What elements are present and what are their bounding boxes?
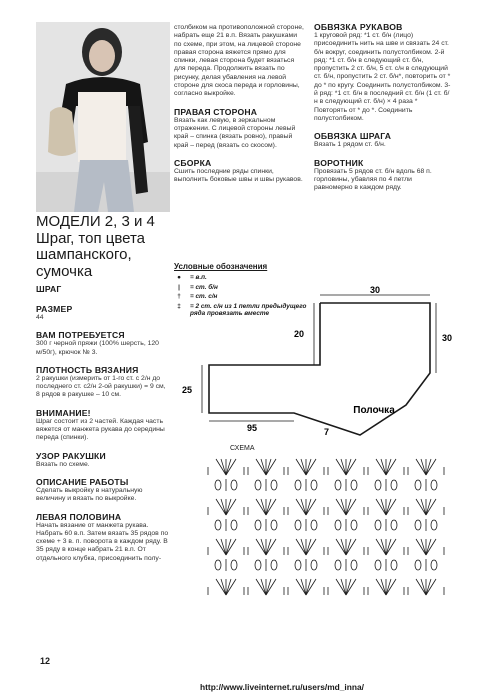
chart-stitch-fan bbox=[266, 499, 276, 515]
chart-stitch-fan bbox=[421, 459, 426, 475]
section-left-half bbox=[36, 512, 170, 563]
chart-stitch-fan bbox=[426, 499, 431, 515]
section-heading: ВАМ ПОТРЕБУЕТСЯ bbox=[36, 330, 125, 341]
chart-stitch-fan bbox=[426, 459, 436, 475]
chart-stitch-fan bbox=[301, 459, 306, 475]
continued-text: столбиком на противоположной стороне, набрать еще 21 в.п. Вязать ракушками по схеме, при этом, на лицевой стороне правая сторона вяжется прямо для спинки, левая сторона будет вязаться для переда. Продолжить вязать по рисунку, делая убавления на левой стороне для скоса переда и горловины, согласно выкройке. bbox=[174, 24, 304, 98]
chart-chain-loop bbox=[255, 480, 261, 490]
chart-stitch-fan bbox=[426, 539, 431, 555]
chart-stitch-fan bbox=[296, 579, 306, 595]
section-gauge bbox=[36, 365, 170, 400]
chart-stitch-fan bbox=[216, 579, 226, 595]
chart-stitch-fan bbox=[421, 539, 426, 555]
chart-stitch-fan bbox=[386, 579, 391, 595]
chart-chain-loop bbox=[215, 520, 221, 530]
chart-stitch-fan bbox=[346, 459, 351, 475]
chart-stitch-fan bbox=[306, 539, 316, 555]
chart-chain-loop bbox=[431, 560, 437, 570]
section-text: Начать вязание от манжета рукава. Набрать 60 в.п. Затем вязать 35 рядов по схеме + 3 в. п. поворота в каждом ряду. В 35 ряду в конце набрать 21 в.п. От отдельного клубка, присоединить полу- bbox=[36, 521, 169, 562]
chart-stitch-fan bbox=[426, 579, 436, 595]
chart-stitch-fan bbox=[266, 459, 271, 475]
chart-stitch-fan bbox=[341, 539, 346, 555]
section-heading: ОБВЯЗКА ШРАГА bbox=[314, 131, 392, 142]
chart-stitch-fan bbox=[426, 579, 431, 595]
chart-chain-loop bbox=[215, 480, 221, 490]
chart-stitch-fan bbox=[346, 539, 356, 555]
double-crochet-icon: † bbox=[177, 293, 181, 301]
chart-chain-loop bbox=[271, 560, 277, 570]
chart-stitch-fan bbox=[266, 499, 271, 515]
section-heading: ОБВЯЗКА РУКАВОВ bbox=[314, 22, 403, 32]
schema-label: СХЕМА bbox=[230, 445, 255, 452]
right-column bbox=[314, 22, 452, 192]
chart-stitch-fan bbox=[261, 579, 266, 595]
chart-stitch-fan bbox=[386, 459, 396, 475]
chart-stitch-fan bbox=[216, 459, 226, 475]
section-heading: ШРАГ bbox=[36, 284, 62, 294]
chart-stitch-fan bbox=[336, 579, 346, 595]
chart-stitch-fan bbox=[261, 459, 266, 475]
chart-chain-loop bbox=[255, 520, 261, 530]
chart-stitch-fan bbox=[346, 499, 351, 515]
chart-stitch-fan bbox=[226, 539, 231, 555]
chart-chain-loop bbox=[295, 560, 301, 570]
chart-stitch-fan bbox=[256, 539, 266, 555]
legend-item bbox=[174, 274, 314, 282]
chart-chain-loop bbox=[231, 520, 237, 530]
chart-stitch-fan bbox=[301, 579, 306, 595]
chart-chain-loop bbox=[215, 560, 221, 570]
chart-chain-loop bbox=[335, 520, 341, 530]
chart-stitch-fan bbox=[306, 539, 311, 555]
chart-stitch-fan bbox=[346, 579, 356, 595]
chart-stitch-fan bbox=[306, 459, 311, 475]
section-text: 300 г черной пряжи (100% шерсть, 120 м/50г), крючок № 3. bbox=[36, 340, 159, 356]
chart-stitch-fan bbox=[386, 539, 391, 555]
left-column bbox=[36, 284, 170, 563]
section-attention bbox=[36, 408, 170, 443]
section-shrug-edging bbox=[314, 131, 452, 149]
dim-bottom: 95 bbox=[246, 423, 258, 433]
chart-stitch-fan bbox=[346, 499, 356, 515]
pattern-outline bbox=[209, 303, 430, 435]
chart-stitch-fan bbox=[266, 539, 271, 555]
pattern-diagram bbox=[174, 283, 453, 437]
section-text: Вязать как левую, в зеркальном отражении. С лицевой стороны левый край – спинка (вязать ровно), правый край – перед (вязать со скосом). bbox=[174, 116, 296, 149]
chart-stitch-fan bbox=[346, 539, 351, 555]
legend-title: Условные обозначения bbox=[174, 262, 268, 271]
chart-stitch-fan bbox=[256, 499, 266, 515]
chart-chain-loop bbox=[351, 480, 357, 490]
section-text: Вязать по схеме. bbox=[36, 460, 90, 468]
chart-chain-loop bbox=[231, 480, 237, 490]
chart-stitch-fan bbox=[386, 499, 396, 515]
chart-stitch-fan bbox=[301, 499, 306, 515]
chain-icon: ● bbox=[177, 274, 181, 281]
chart-chain-loop bbox=[431, 480, 437, 490]
chart-stitch-fan bbox=[266, 459, 276, 475]
chart-chain-loop bbox=[375, 560, 381, 570]
chart-stitch-fan bbox=[421, 499, 426, 515]
chart-stitch-fan bbox=[296, 539, 306, 555]
chart-stitch-fan bbox=[216, 499, 226, 515]
chart-chain-loop bbox=[375, 520, 381, 530]
legend-label: = 2 ст. с/н из 1 петли предыдущего ряда провязать вместе bbox=[190, 302, 307, 318]
chart-chain-loop bbox=[415, 520, 421, 530]
section-heading: ЛЕВАЯ ПОЛОВИНА bbox=[36, 511, 122, 522]
chart-chain-loop bbox=[311, 560, 317, 570]
chart-stitch-fan bbox=[416, 579, 426, 595]
chart-stitch-fan bbox=[226, 579, 236, 595]
section-heading: ПЛОТНОСТЬ ВЯЗАНИЯ bbox=[36, 364, 139, 375]
section-heading: ПРАВАЯ СТОРОНА bbox=[174, 106, 258, 117]
model-photo bbox=[36, 22, 170, 212]
section-heading: РАЗМЕР bbox=[36, 304, 73, 314]
footer-url: http://www.liveinternet.ru/users/md_inna/ bbox=[200, 682, 364, 692]
chart-stitch-fan bbox=[221, 499, 226, 515]
section-text: Сделать выкройку в натуральную величину и вязать по выкройке. bbox=[36, 486, 143, 503]
chart-chain-loop bbox=[271, 480, 277, 490]
section-text: 1 круговой ряд: *1 ст. б/н (лицо) присоединить нить на шве и связать 24 ст. б/н вокруг, соединить полустолбиком. 2-й ряд: *1 ст. б/н в следующий ст. б/н, пропустить 2 ст. б/н, 5 ст. с/н в следующий ст. б/н, пропустить 2 ст. б/н*, повторить от * до * по кругу. Соединить полустолбиком. 3-й ряд: *1 ст. б/н в последний ст. б/н (1 ст. б/н в следующий ст. б/н) × 4 раза * Повторять от * до *. Соединить полустолбиком. bbox=[314, 32, 451, 122]
chart-stitch-fan bbox=[221, 539, 226, 555]
section-heading: СБОРКА bbox=[174, 157, 212, 168]
chart-stitch-fan bbox=[256, 459, 266, 475]
chart-stitch-fan bbox=[381, 499, 386, 515]
chart-stitch-fan bbox=[341, 459, 346, 475]
chart-stitch-fan bbox=[216, 539, 226, 555]
section-text: Вязать 1 рядом ст. б/н. bbox=[314, 141, 386, 149]
dim-top: 30 bbox=[369, 285, 381, 295]
chart-chain-loop bbox=[351, 520, 357, 530]
chart-stitch-fan bbox=[266, 579, 276, 595]
chart-chain-loop bbox=[335, 480, 341, 490]
chart-stitch-fan bbox=[296, 459, 306, 475]
section-size bbox=[36, 304, 170, 322]
chart-stitch-fan bbox=[381, 539, 386, 555]
chart-chain-loop bbox=[295, 480, 301, 490]
chart-chain-loop bbox=[335, 560, 341, 570]
chart-chain-loop bbox=[255, 560, 261, 570]
section-sleeve-edging bbox=[314, 22, 452, 123]
chart-chain-loop bbox=[415, 560, 421, 570]
chart-chain-loop bbox=[391, 560, 397, 570]
dim-right: 30 bbox=[442, 333, 453, 343]
section-text: 2 ракушки (измерить от 1-го ст. с 2/н до последнего ст. с2/н 2-ой ракушки) = 9 см, 8 рядов в ракушке – 10 см. bbox=[36, 374, 166, 399]
cluster-icon: ‡ bbox=[177, 302, 181, 310]
dim-sleeve: 25 bbox=[181, 385, 192, 395]
chart-stitch-fan bbox=[221, 579, 226, 595]
chart-stitch-fan bbox=[221, 459, 226, 475]
legend-label: = в.п. bbox=[190, 274, 207, 281]
chart-stitch-fan bbox=[376, 499, 386, 515]
chart-stitch-fan bbox=[376, 459, 386, 475]
section-assembly bbox=[174, 158, 305, 185]
chart-stitch-fan bbox=[301, 539, 306, 555]
chart-stitch-fan bbox=[421, 579, 426, 595]
chart-stitch-fan bbox=[376, 539, 386, 555]
chart-stitch-fan bbox=[226, 459, 236, 475]
page-number: 12 bbox=[40, 656, 51, 666]
page-title bbox=[36, 214, 170, 280]
chart-chain-loop bbox=[311, 520, 317, 530]
piece-label: Полочка bbox=[353, 405, 395, 416]
chart-stitch-fan bbox=[226, 539, 236, 555]
chart-stitch-fan bbox=[381, 579, 386, 595]
chart-stitch-fan bbox=[376, 579, 386, 595]
title-line-2: Шраг, топ цвета шампанского, сумочка bbox=[36, 229, 146, 280]
chart-stitch-fan bbox=[226, 459, 231, 475]
section-shell-pattern bbox=[36, 451, 170, 469]
chart-chain-loop bbox=[415, 480, 421, 490]
legend-label: = ст. с/н bbox=[190, 293, 218, 301]
title-line-1: МОДЕЛИ 2, 3 и 4 bbox=[36, 213, 155, 230]
chart-stitch-fan bbox=[336, 499, 346, 515]
chart-stitch-fan bbox=[336, 459, 346, 475]
chart-chain-loop bbox=[391, 520, 397, 530]
section-right-side bbox=[174, 107, 305, 150]
section-shrag bbox=[36, 284, 170, 294]
chart-stitch-fan bbox=[386, 499, 391, 515]
chart-stitch-fan bbox=[226, 499, 236, 515]
chart-stitch-fan bbox=[416, 459, 426, 475]
chart-stitch-fan bbox=[306, 579, 311, 595]
dim-slope: 7 bbox=[324, 427, 330, 437]
chart-chain-loop bbox=[351, 560, 357, 570]
dim-neck: 20 bbox=[293, 329, 304, 339]
section-text: 44 bbox=[36, 314, 44, 321]
chart-chain-loop bbox=[295, 520, 301, 530]
chart-stitch-fan bbox=[226, 499, 231, 515]
single-crochet-icon: | bbox=[178, 283, 180, 291]
chart-stitch-fan bbox=[426, 459, 431, 475]
chart-stitch-fan bbox=[261, 499, 266, 515]
section-heading: ВНИМАНИЕ! bbox=[36, 407, 91, 418]
section-heading: УЗОР РАКУШКИ bbox=[36, 450, 106, 461]
chart-stitch-fan bbox=[256, 579, 266, 595]
chart-chain-loop bbox=[431, 520, 437, 530]
chart-stitch-fan bbox=[381, 459, 386, 475]
chart-stitch-fan bbox=[346, 579, 351, 595]
section-text: Шраг состоит из 2 частей. Каждая часть вяжется от манжета рукава до середины переда (спинки). bbox=[36, 417, 165, 442]
chart-chain-loop bbox=[311, 480, 317, 490]
chart-stitch-fan bbox=[336, 539, 346, 555]
chart-stitch-fan bbox=[416, 499, 426, 515]
chart-stitch-fan bbox=[426, 499, 436, 515]
chart-stitch-fan bbox=[386, 459, 391, 475]
chart-stitch-fan bbox=[306, 579, 316, 595]
chart-stitch-fan bbox=[266, 539, 276, 555]
chart-stitch-fan bbox=[306, 499, 316, 515]
chart-stitch-fan bbox=[416, 539, 426, 555]
section-text: Провязать 5 рядов ст. б/н вдоль 68 п. горловины, убавляя по 4 петли равномерно в каждом ряду. bbox=[314, 167, 432, 192]
chart-stitch-fan bbox=[306, 459, 316, 475]
chart-chain-loop bbox=[231, 560, 237, 570]
section-materials bbox=[36, 330, 170, 357]
chart-stitch-fan bbox=[386, 579, 396, 595]
chart-stitch-fan bbox=[341, 579, 346, 595]
section-work-description bbox=[36, 477, 170, 504]
chart-stitch-fan bbox=[346, 459, 356, 475]
chart-stitch-fan bbox=[386, 539, 396, 555]
middle-column bbox=[174, 24, 305, 184]
chart-chain-loop bbox=[375, 480, 381, 490]
section-text: Сшить последние ряды спинки, выполнить боковые швы и швы рукавов. bbox=[174, 167, 303, 184]
crochet-chart bbox=[206, 457, 454, 597]
chart-stitch-fan bbox=[266, 579, 271, 595]
legend-label: = ст. б/н bbox=[190, 283, 218, 291]
chart-chain-loop bbox=[391, 480, 397, 490]
chart-stitch-fan bbox=[261, 539, 266, 555]
section-heading: ОПИСАНИЕ РАБОТЫ bbox=[36, 476, 129, 487]
chart-stitch-fan bbox=[426, 539, 436, 555]
chart-stitch-fan bbox=[296, 499, 306, 515]
section-heading: ВОРОТНИК bbox=[314, 157, 364, 168]
section-collar bbox=[314, 158, 452, 193]
chart-stitch-fan bbox=[226, 579, 231, 595]
chart-stitch-fan bbox=[341, 499, 346, 515]
chart-chain-loop bbox=[271, 520, 277, 530]
chart-stitch-fan bbox=[306, 499, 311, 515]
